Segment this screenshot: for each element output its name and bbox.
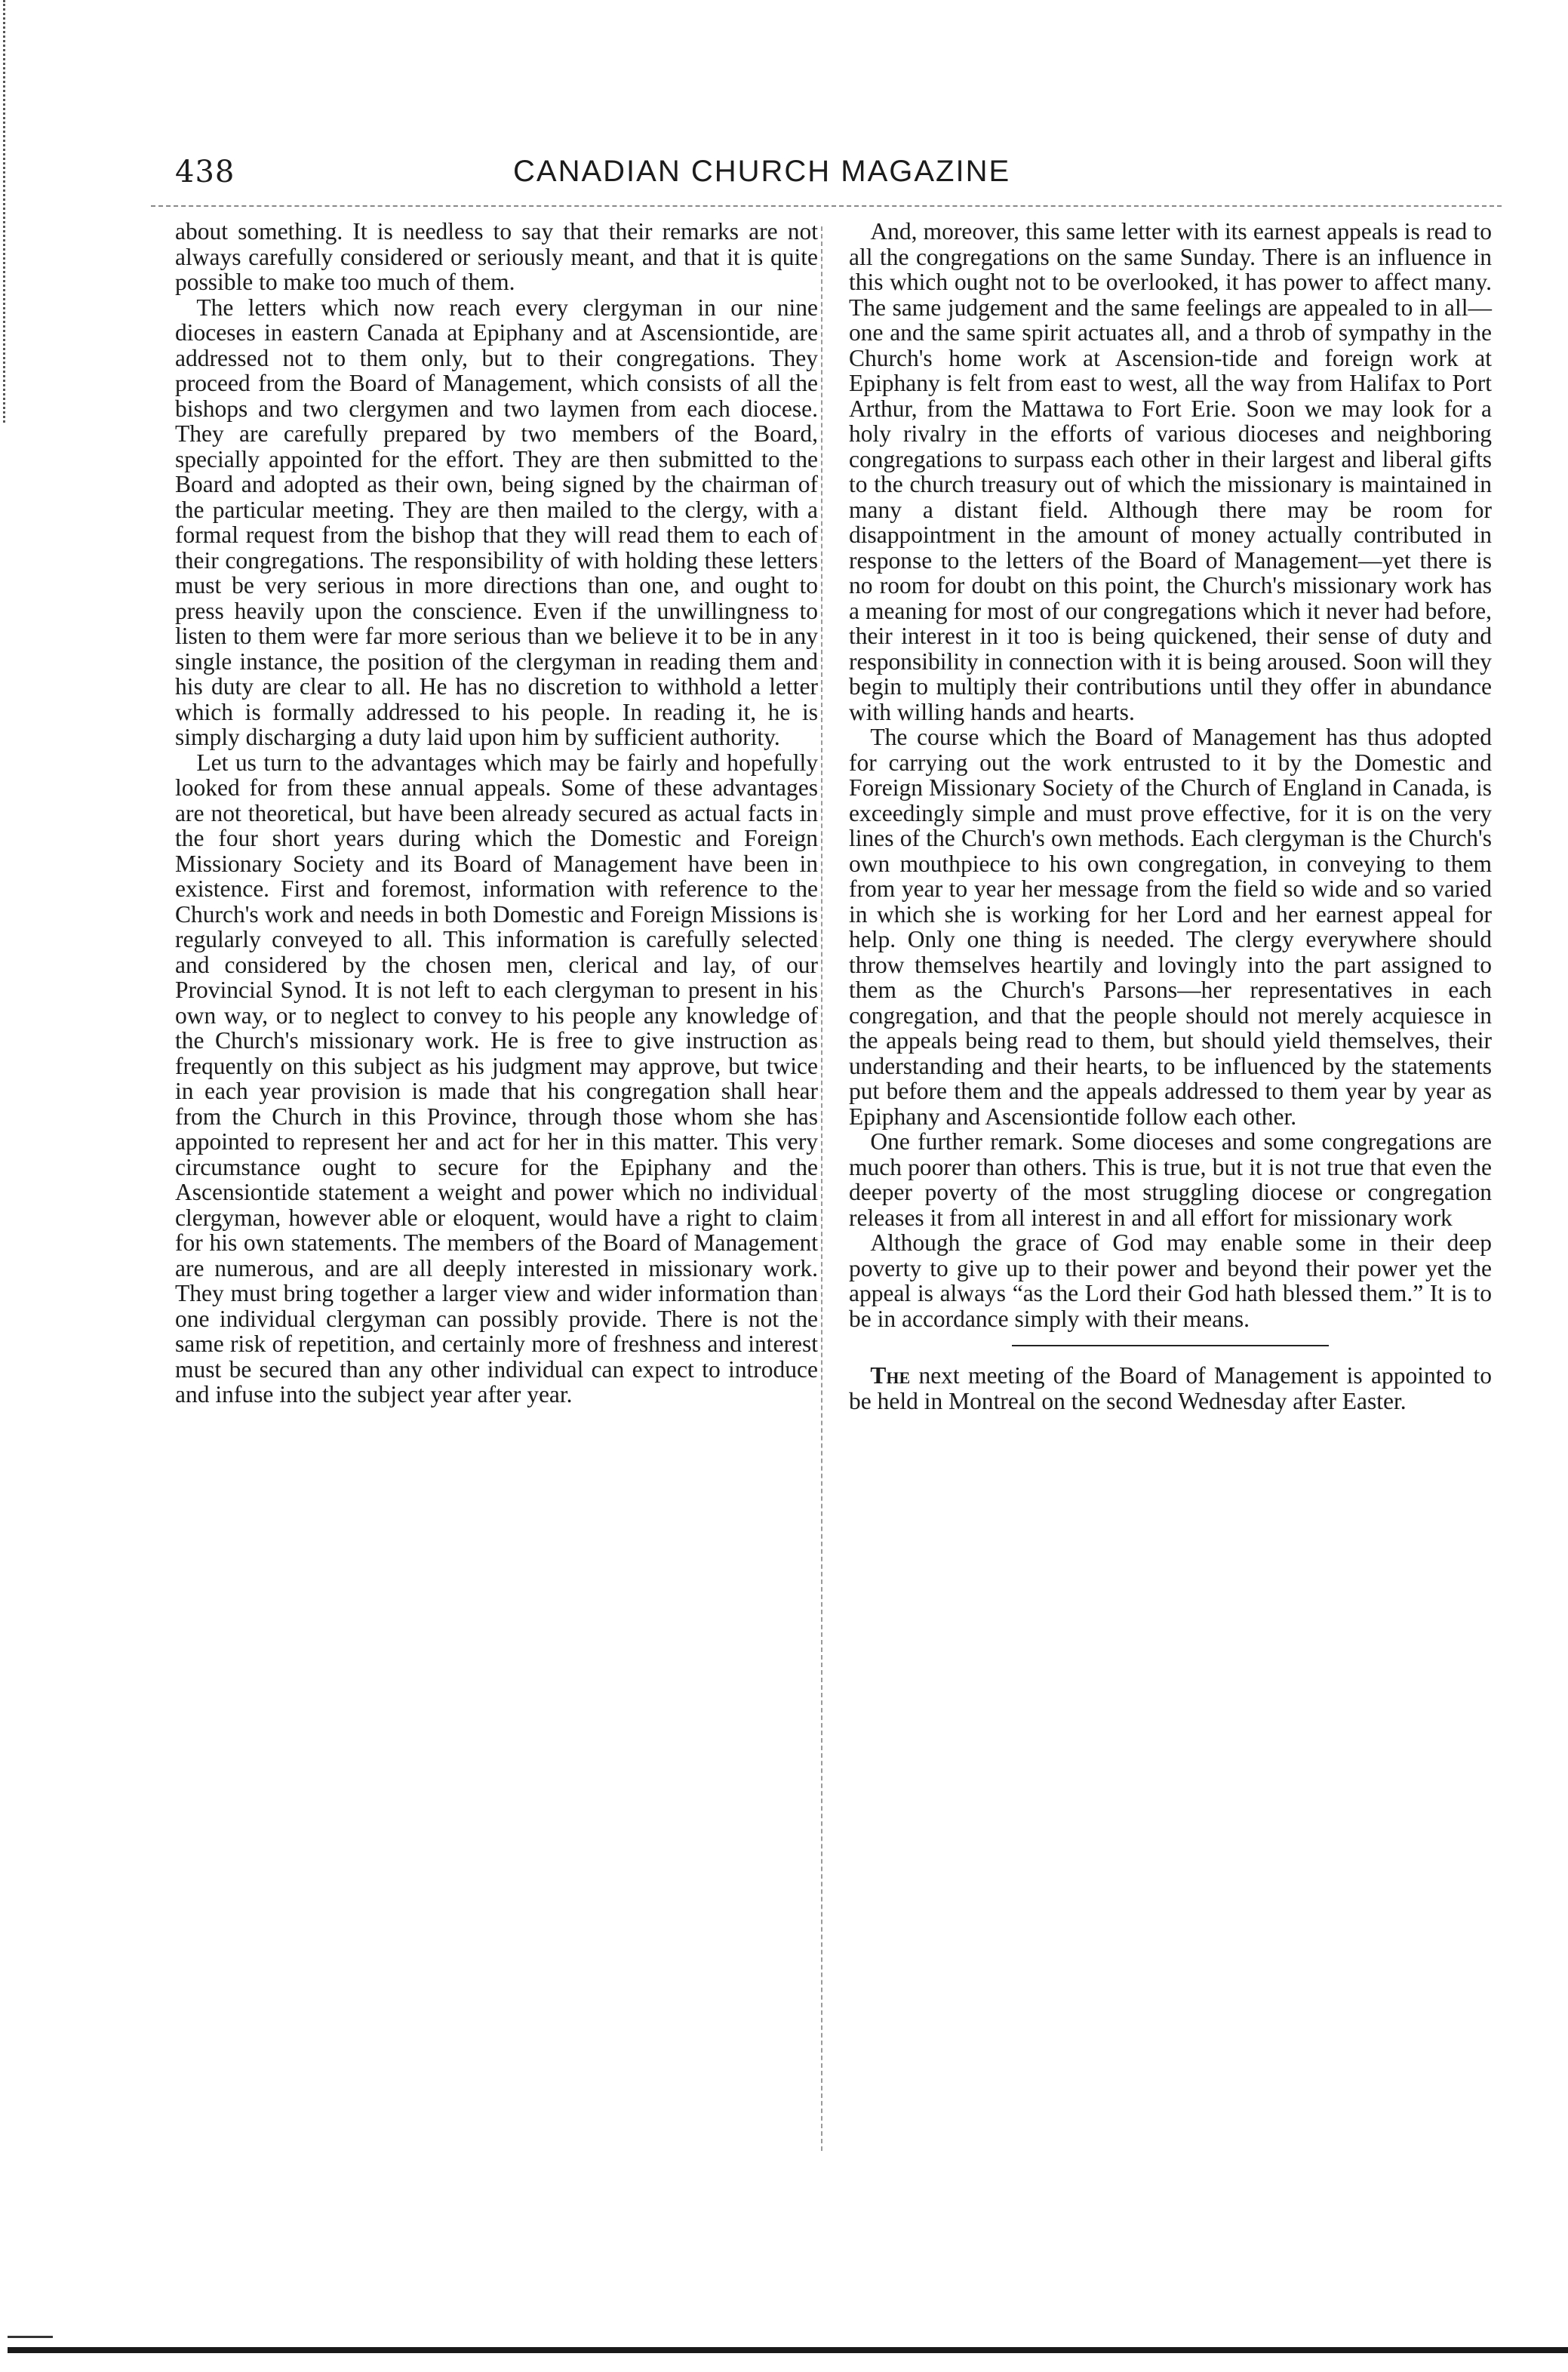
page-title: CANADIAN CHURCH MAGAZINE <box>513 155 1011 188</box>
scan-edge-mark <box>8 2336 53 2338</box>
paragraph: Let us turn to the advantages which may be fairly and hopefully looked for from these annual appeals. Some of these advantages are not theoretical, but have been already secured as actual facts in the four short years during which the Domestic and Foreign Missionary Society and its Board of Management have been in existence. First and foremost, information with reference to the Church's work and needs in both Domestic and Foreign Missions is regularly conveyed to all. This information is carefully selected and considered by the chosen men, clerical and lay, of our Provincial Synod. It is not left to each clergyman to present in his own way, or to neglect to convey to his people any knowledge of the Church's missionary work. He is free to give instruction as frequently on this subject as his judgment may approve, but twice in each year provision is made that his congregation shall hear from the Church in this Province, through those whom she has appointed to represent her and act for her in this matter. This very circumstance ought to secure for the Epiphany and the Ascensiontide statement a weight and power which no individual clergyman, however able or eloquent, would have a right to claim for his own statements. The members of the Board of Management are numerous, and are all deeply interested in missionary work. They must bring together a larger view and wider information than one individual clergyman can possibly provide. There is not the same risk of repetition, and certainly more of freshness and interest must be secured than any other individual can expect to introduce and infuse into the subject year after year. <box>175 749 818 1408</box>
notice-lead: The <box>870 1362 911 1389</box>
left-column <box>175 219 818 1408</box>
paragraph: Although the grace of God may enable some in their deep poverty to give up to their power and beyond their power yet the appeal is always “as the Lord their God hath blessed them.” It is to be in accordance simply with their means. <box>849 1229 1492 1332</box>
notice-text: next meeting of the Board of Management is appointed to be held in Montreal on the second Wednesday after Easter. <box>849 1362 1492 1414</box>
section-divider <box>1012 1345 1329 1346</box>
page-number: 438 <box>175 155 235 189</box>
paragraph: about something. It is needless to say that their remarks are not always carefully considered or seriously meant, and that it is quite possible to make too much of them. <box>175 218 818 295</box>
page-header <box>151 155 1509 200</box>
scan-edge-bottom <box>8 2347 1568 2353</box>
column-gutter <box>821 226 830 2151</box>
paragraph: One further remark. Some dioceses and some congregations are much poorer than others. This is true, but it is not true that even the deeper poverty of the most struggling diocese or congregation releases it from all interest in and all effort for missionary work <box>849 1128 1492 1231</box>
right-column <box>849 219 1492 1414</box>
paragraph: And, moreover, this same letter with its earnest appeals is read to all the congregations on the same Sunday. There is an influence in this which ought not to be overlooked, it has power to affect many. The same judgement and the same feelings are appealed to in all—one and the same spirit actuates all, and a throb of sympathy in the Church's home work at Ascension-tide and foreign work at Epiphany is felt from east to west, all the way from Halifax to Port Arthur, from the Mattawa to Fort Erie. Soon we may look for a holy rivalry in the efforts of various dioceses and neighboring congregations to surpass each other in their largest and liberal gifts to the church treasury out of which the missionary is maintained in many a distant field. Although there may be room for disappointment in the amount of money actually contributed in response to the letters of the Board of Management—yet there is no room for doubt on this point, the Church's missionary work has a meaning for most of our congregations which it never had before, their interest in it too is being quickened, their sense of duty and responsibility in connection with it is being aroused. Soon will they begin to multiply their contributions until they offer in abundance with willing hands and hearts. <box>849 218 1492 725</box>
paragraph: The course which the Board of Management has thus adopted for carrying out the work entrusted to it by the Domestic and Foreign Missionary Society of the Church of England in Canada, is exceedingly simple and must prove effective, for it is on the very lines of the Church's own methods. Each clergyman is the Church's own mouthpiece to his own congregation, in conveying to them from year to year her message from the field so wide and so varied in which she is working for her Lord and her earnest appeal for help. Only one thing is needed. The clergy everywhere should throw themselves heartily and lovingly into the part assigned to them as the Church's Parsons—her representatives in each congregation, and that the people should not merely acquiesce in the appeals being read to them, but should yield themselves, their understanding and their hearts, to be influenced by the statements put before them and the appeals addressed to them year by year as Epiphany and Ascensiontide follow each other. <box>849 724 1492 1130</box>
notice-paragraph <box>849 1363 1492 1414</box>
header-rule <box>151 205 1502 207</box>
scan-edge-left <box>3 0 8 423</box>
paragraph: The letters which now reach every clergyman in our nine dioceses in eastern Canada at Epiphany and at Ascensiontide, are addressed not to them only, but to their congregations. They proceed from the Board of Management, which consists of all the bishops and two clergymen and two laymen from each diocese. They are carefully prepared by two members of the Board, specially appointed for the effort. They are then submitted to the Board and adopted as their own, being signed by the chairman of the particular meeting. They are then mailed to the clergy, with a formal request from the bishop that they will read them to each of their congregations. The responsibility of with holding these letters must be very serious in more directions than one, and ought to press heavily upon the conscience. Even if the unwillingness to listen to them were far more serious than we believe it to be in any single instance, the position of the clergyman in reading them and his duty are clear to all. He has no discretion to withhold a letter which is formally addressed to his people. In reading it, he is simply discharging a duty laid upon him by sufficient authority. <box>175 294 818 750</box>
